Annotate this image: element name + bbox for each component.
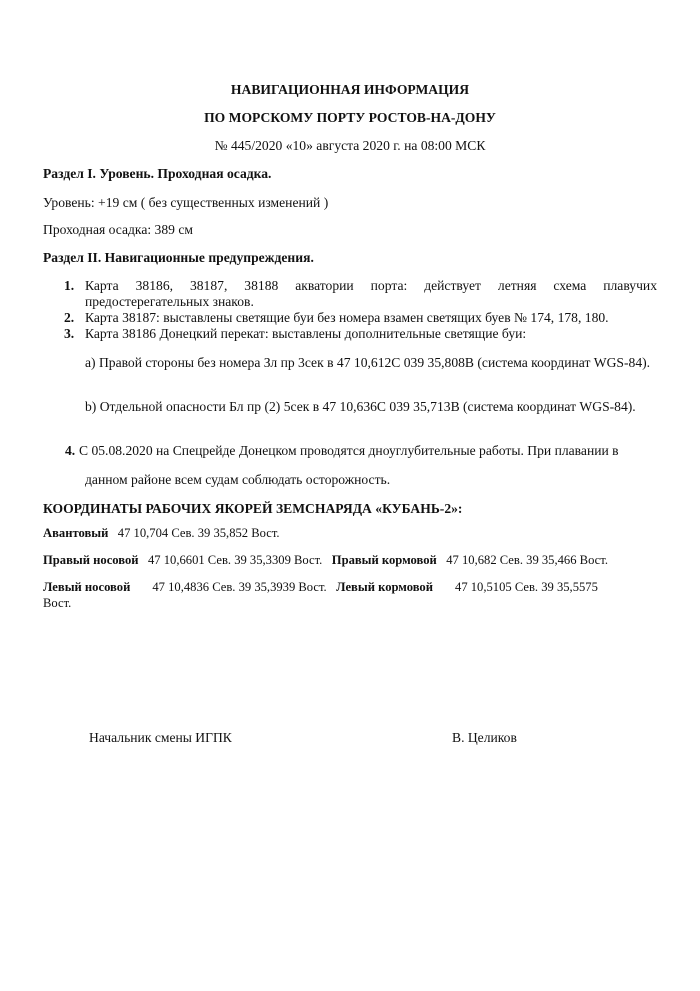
draft-text: Проходная осадка: 389 см <box>43 222 193 237</box>
warning-item-text: Карта 38186 Донецкий перекат: выставлены дополнительные светящие буи: <box>85 326 527 341</box>
level-text: Уровень: +19 см ( без существенных изменений ) <box>43 195 329 210</box>
section1-heading: Раздел I. Уровень. Проходная осадка. <box>43 166 272 181</box>
signer-name: В. Целиков <box>452 730 517 745</box>
anchor-label: Левый носовой <box>43 580 131 594</box>
buoy-sub-a: а) Правой стороны без номера Зл пр 3сек в 47 10,612С 039 35,808В (система координат WGS-84). <box>85 355 651 370</box>
title-line-2: ПО МОРСКОМУ ПОРТУ РОСТОВ-НА-ДОНУ <box>204 110 496 125</box>
anchor-coords: 47 10,4836 Сев. 39 35,3939 Вост. <box>152 580 327 594</box>
buoy-sub-b: b) Отдельной опасности Бл пр (2) 5сек в 47 10,636С 039 35,713В (система координат WGS-84). <box>85 399 636 414</box>
anchor-coords: 47 10,704 Сев. 39 35,852 Вост. <box>117 526 280 540</box>
warning-item-number: 2. <box>64 310 75 325</box>
title-line-1: НАВИГАЦИОННАЯ ИНФОРМАЦИЯ <box>230 82 470 97</box>
warning-item-4-line-2: данном районе всем судам соблюдать осторожность. <box>85 472 391 487</box>
anchors-heading: КООРДИНАТЫ РАБОЧИХ ЯКОРЕЙ ЗЕМСНАРЯДА «КУБАНЬ-2»: <box>43 501 463 516</box>
anchor-label: Авантовый <box>43 526 109 540</box>
anchor-label: Правый кормовой <box>331 553 437 567</box>
anchor-coords: 47 10,6601 Сев. 39 35,3309 Вост. <box>147 553 323 567</box>
anchor-coords: 47 10,5105 Сев. 39 35,5575 <box>455 580 598 594</box>
warning-item-number: 4. <box>65 443 76 458</box>
issue-line: № 445/2020 «10» августа 2020 г. на 08:00 МСК <box>214 138 486 153</box>
warning-item-4-line-1: С 05.08.2020 на Спецрейде Донецком проводятся дноуглубительные работы. При плавании в <box>79 443 619 458</box>
warning-item-number: 1. <box>64 278 75 293</box>
anchor-coords: 47 10,682 Сев. 39 35,466 Вост. <box>446 553 608 567</box>
signer-position: Начальник смены ИГПК <box>89 730 232 745</box>
anchor-label: Правый носовой <box>43 553 139 567</box>
anchor-right-row <box>43 552 608 568</box>
warning-item-text: Карта 38187: выставлены светящие буи без номера взамен светящих буев № 174, 178, 180. <box>85 310 609 325</box>
warning-item-number: 3. <box>64 326 75 341</box>
anchor-avant <box>43 525 280 541</box>
section2-heading: Раздел II. Навигационные предупреждения. <box>43 250 314 265</box>
anchor-left-row <box>43 579 598 595</box>
anchor-left-stern-tail: Вост. <box>43 596 72 610</box>
warning-item-text: Карта 38186, 38187, 38188 акватории порта: действует летняя схема плавучих предостерегательных знаков. <box>85 278 657 309</box>
anchor-label: Левый кормовой <box>336 580 433 594</box>
